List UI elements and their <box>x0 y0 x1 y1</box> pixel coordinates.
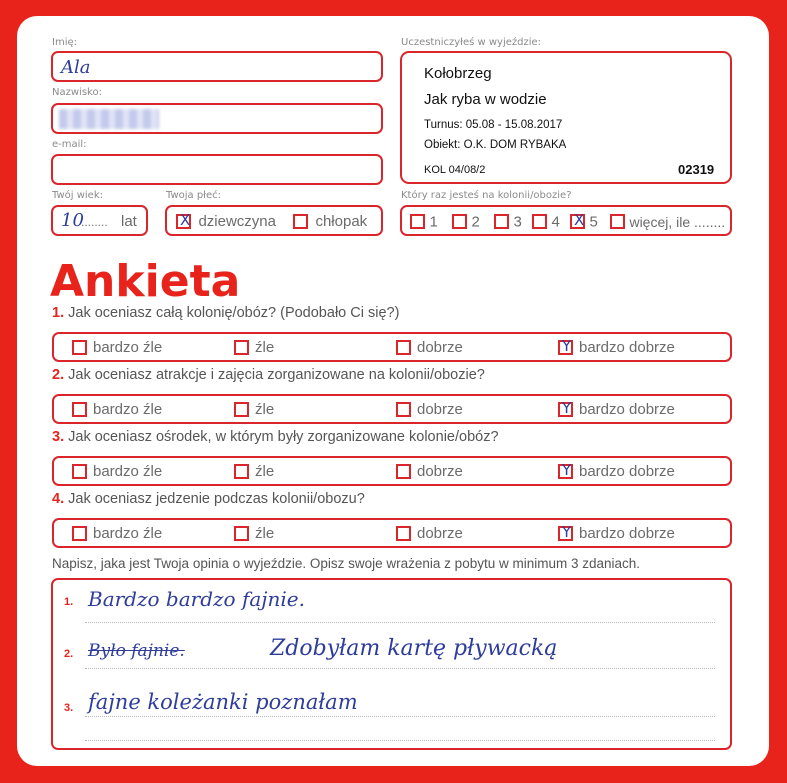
question-2-text <box>52 367 485 383</box>
age-value: 10 <box>61 210 84 231</box>
question-number: 2. <box>52 367 65 383</box>
question-4-text <box>52 491 365 507</box>
trip-turnus: Turnus: 05.08 - 15.08.2017 <box>424 119 563 131</box>
redacted-surname <box>59 109 159 129</box>
email-field[interactable] <box>51 154 383 185</box>
answer-line <box>85 622 715 623</box>
times-1-checkbox[interactable] <box>410 214 425 229</box>
option-mark: Y <box>562 398 572 417</box>
age-field[interactable] <box>51 205 148 236</box>
trip-code: KOL 04/08/2 <box>424 164 486 176</box>
question-2-option-3[interactable] <box>396 396 463 422</box>
option-mark: Y <box>562 522 572 541</box>
times-option-3[interactable] <box>494 213 522 231</box>
trip-city: Kołobrzeg <box>424 65 492 82</box>
question-3-answer-row <box>52 456 732 486</box>
answer-2-num: 2. <box>64 648 74 660</box>
gender-label: Twoja płeć: <box>166 190 222 201</box>
times-option-1[interactable] <box>410 213 438 231</box>
option-checkbox[interactable] <box>396 464 411 479</box>
option-checkbox[interactable] <box>396 526 411 541</box>
question-number: 1. <box>52 305 65 321</box>
trip-obiekt: Obiekt: O.K. DOM RYBAKA <box>424 139 567 151</box>
option-label: dobrze <box>417 462 463 480</box>
age-unit: lat <box>121 213 137 230</box>
option-checkbox[interactable] <box>234 402 249 417</box>
times-more-label: więcej, ile ........ <box>629 213 726 230</box>
option-checkbox[interactable] <box>72 464 87 479</box>
answer-3-num: 3. <box>64 702 74 714</box>
times-5-mark: X <box>574 211 585 230</box>
question-1-answer-row <box>52 332 732 362</box>
option-checkbox[interactable] <box>558 522 573 541</box>
option-checkbox[interactable] <box>72 402 87 417</box>
gender-girl-checkbox[interactable] <box>176 211 191 230</box>
name-value: Ala <box>61 57 91 78</box>
option-label: bardzo dobrze <box>579 338 675 356</box>
question-number: 4. <box>52 491 65 507</box>
option-label: bardzo dobrze <box>579 400 675 418</box>
surname-field[interactable] <box>51 103 383 134</box>
times-label: Który raz jesteś na kolonii/obozie? <box>401 190 572 201</box>
option-mark: Y <box>562 336 572 355</box>
question-4-option-1[interactable] <box>72 520 162 546</box>
option-label: bardzo źle <box>93 338 163 356</box>
answer-3-text: fajne koleżanki poznałam <box>88 690 358 714</box>
option-label: źle <box>255 400 275 418</box>
option-checkbox[interactable] <box>558 336 573 355</box>
times-3-label: 3 <box>513 213 522 231</box>
age-label: Twój wiek: <box>52 190 103 201</box>
question-3-option-1[interactable] <box>72 458 162 484</box>
question-label: Jak oceniasz jedzenie podczas kolonii/obozu? <box>68 491 365 507</box>
question-4-option-4[interactable] <box>558 520 675 546</box>
question-2-option-1[interactable] <box>72 396 162 422</box>
gender-option-girl[interactable] <box>176 213 276 231</box>
option-checkbox[interactable] <box>558 398 573 417</box>
question-label: Jak oceniasz atrakcje i zajęcia zorganizowane na kolonii/obozie? <box>68 367 485 383</box>
answer-line <box>85 716 715 717</box>
gender-girl-mark: X <box>180 211 191 230</box>
question-1-option-3[interactable] <box>396 334 463 360</box>
name-field[interactable] <box>51 51 383 82</box>
age-dots: ........ <box>81 215 108 229</box>
question-number: 3. <box>52 429 65 445</box>
name-label: Imię: <box>52 37 77 48</box>
times-field <box>400 205 732 236</box>
option-label: bardzo dobrze <box>579 462 675 480</box>
option-checkbox[interactable] <box>234 340 249 355</box>
times-more-checkbox[interactable] <box>610 214 625 229</box>
times-option-4[interactable] <box>532 213 560 231</box>
participated-label: Uczestniczyłeś w wyjeździe: <box>401 37 542 48</box>
option-label: dobrze <box>417 338 463 356</box>
times-5-checkbox[interactable] <box>570 211 585 230</box>
option-checkbox[interactable] <box>234 464 249 479</box>
times-option-more[interactable] <box>610 213 725 231</box>
question-2-answer-row <box>52 394 732 424</box>
gender-boy-label: chłopak <box>315 213 368 231</box>
question-4-option-2[interactable] <box>234 520 274 546</box>
question-label: Jak oceniasz ośrodek, w którym były zorganizowane kolonie/obóz? <box>68 429 499 445</box>
option-label: źle <box>255 524 275 542</box>
gender-field <box>165 205 383 236</box>
question-2-option-2[interactable] <box>234 396 274 422</box>
times-option-5[interactable] <box>570 213 598 231</box>
answer-2-struck: Było fajnie. <box>88 641 185 661</box>
question-1-option-1[interactable] <box>72 334 162 360</box>
question-3-option-4[interactable] <box>558 458 675 484</box>
option-label: bardzo źle <box>93 524 163 542</box>
question-2-option-4[interactable] <box>558 396 675 422</box>
answer-2-text: Zdobyłam kartę pływacką <box>270 636 558 661</box>
option-label: dobrze <box>417 400 463 418</box>
question-4-option-3[interactable] <box>396 520 463 546</box>
question-1-option-4[interactable] <box>558 334 675 360</box>
option-checkbox[interactable] <box>234 526 249 541</box>
answer-line <box>85 740 715 741</box>
question-3-option-3[interactable] <box>396 458 463 484</box>
gender-girl-label: dziewczyna <box>198 213 276 231</box>
trip-name: Jak ryba w wodzie <box>424 91 547 108</box>
question-4-answer-row <box>52 518 732 548</box>
option-label: źle <box>255 462 275 480</box>
answer-1-num: 1. <box>64 596 74 608</box>
option-label: bardzo dobrze <box>579 524 675 542</box>
option-checkbox[interactable] <box>72 340 87 355</box>
times-option-2[interactable] <box>452 213 480 231</box>
option-label: dobrze <box>417 524 463 542</box>
gender-option-boy[interactable] <box>293 213 367 231</box>
option-checkbox[interactable] <box>72 526 87 541</box>
survey-title: Ankieta <box>50 256 241 307</box>
trip-number: 02319 <box>678 162 715 177</box>
option-label: bardzo źle <box>93 400 163 418</box>
option-checkbox[interactable] <box>396 402 411 417</box>
email-label: e-mail: <box>52 139 87 150</box>
question-3-option-2[interactable] <box>234 458 274 484</box>
option-mark: Y <box>562 460 572 479</box>
trip-info-box <box>400 51 732 184</box>
times-5-label: 5 <box>589 213 598 231</box>
surname-label: Nazwisko: <box>52 87 102 98</box>
question-label: Jak oceniasz całą kolonię/obóz? (Podobało Ci się?) <box>68 305 400 321</box>
times-2-label: 2 <box>471 213 480 231</box>
question-3-text <box>52 429 499 445</box>
option-checkbox[interactable] <box>396 340 411 355</box>
times-1-label: 1 <box>429 213 438 231</box>
times-3-checkbox[interactable] <box>494 214 509 229</box>
open-prompt: Napisz, jaka jest Twoja opinia o wyjeździe. Opisz swoje wrażenia z pobytu w minimum 3 zdaniach. <box>52 556 641 571</box>
times-2-checkbox[interactable] <box>452 214 467 229</box>
option-checkbox[interactable] <box>558 460 573 479</box>
question-1-text <box>52 305 399 321</box>
times-4-label: 4 <box>551 213 560 231</box>
option-label: źle <box>255 338 275 356</box>
question-1-option-2[interactable] <box>234 334 274 360</box>
answer-line <box>85 668 715 669</box>
option-label: bardzo źle <box>93 462 163 480</box>
answer-1-text: Bardzo bardzo fajnie. <box>88 587 305 611</box>
gender-boy-checkbox[interactable] <box>293 214 308 229</box>
times-4-checkbox[interactable] <box>532 214 547 229</box>
